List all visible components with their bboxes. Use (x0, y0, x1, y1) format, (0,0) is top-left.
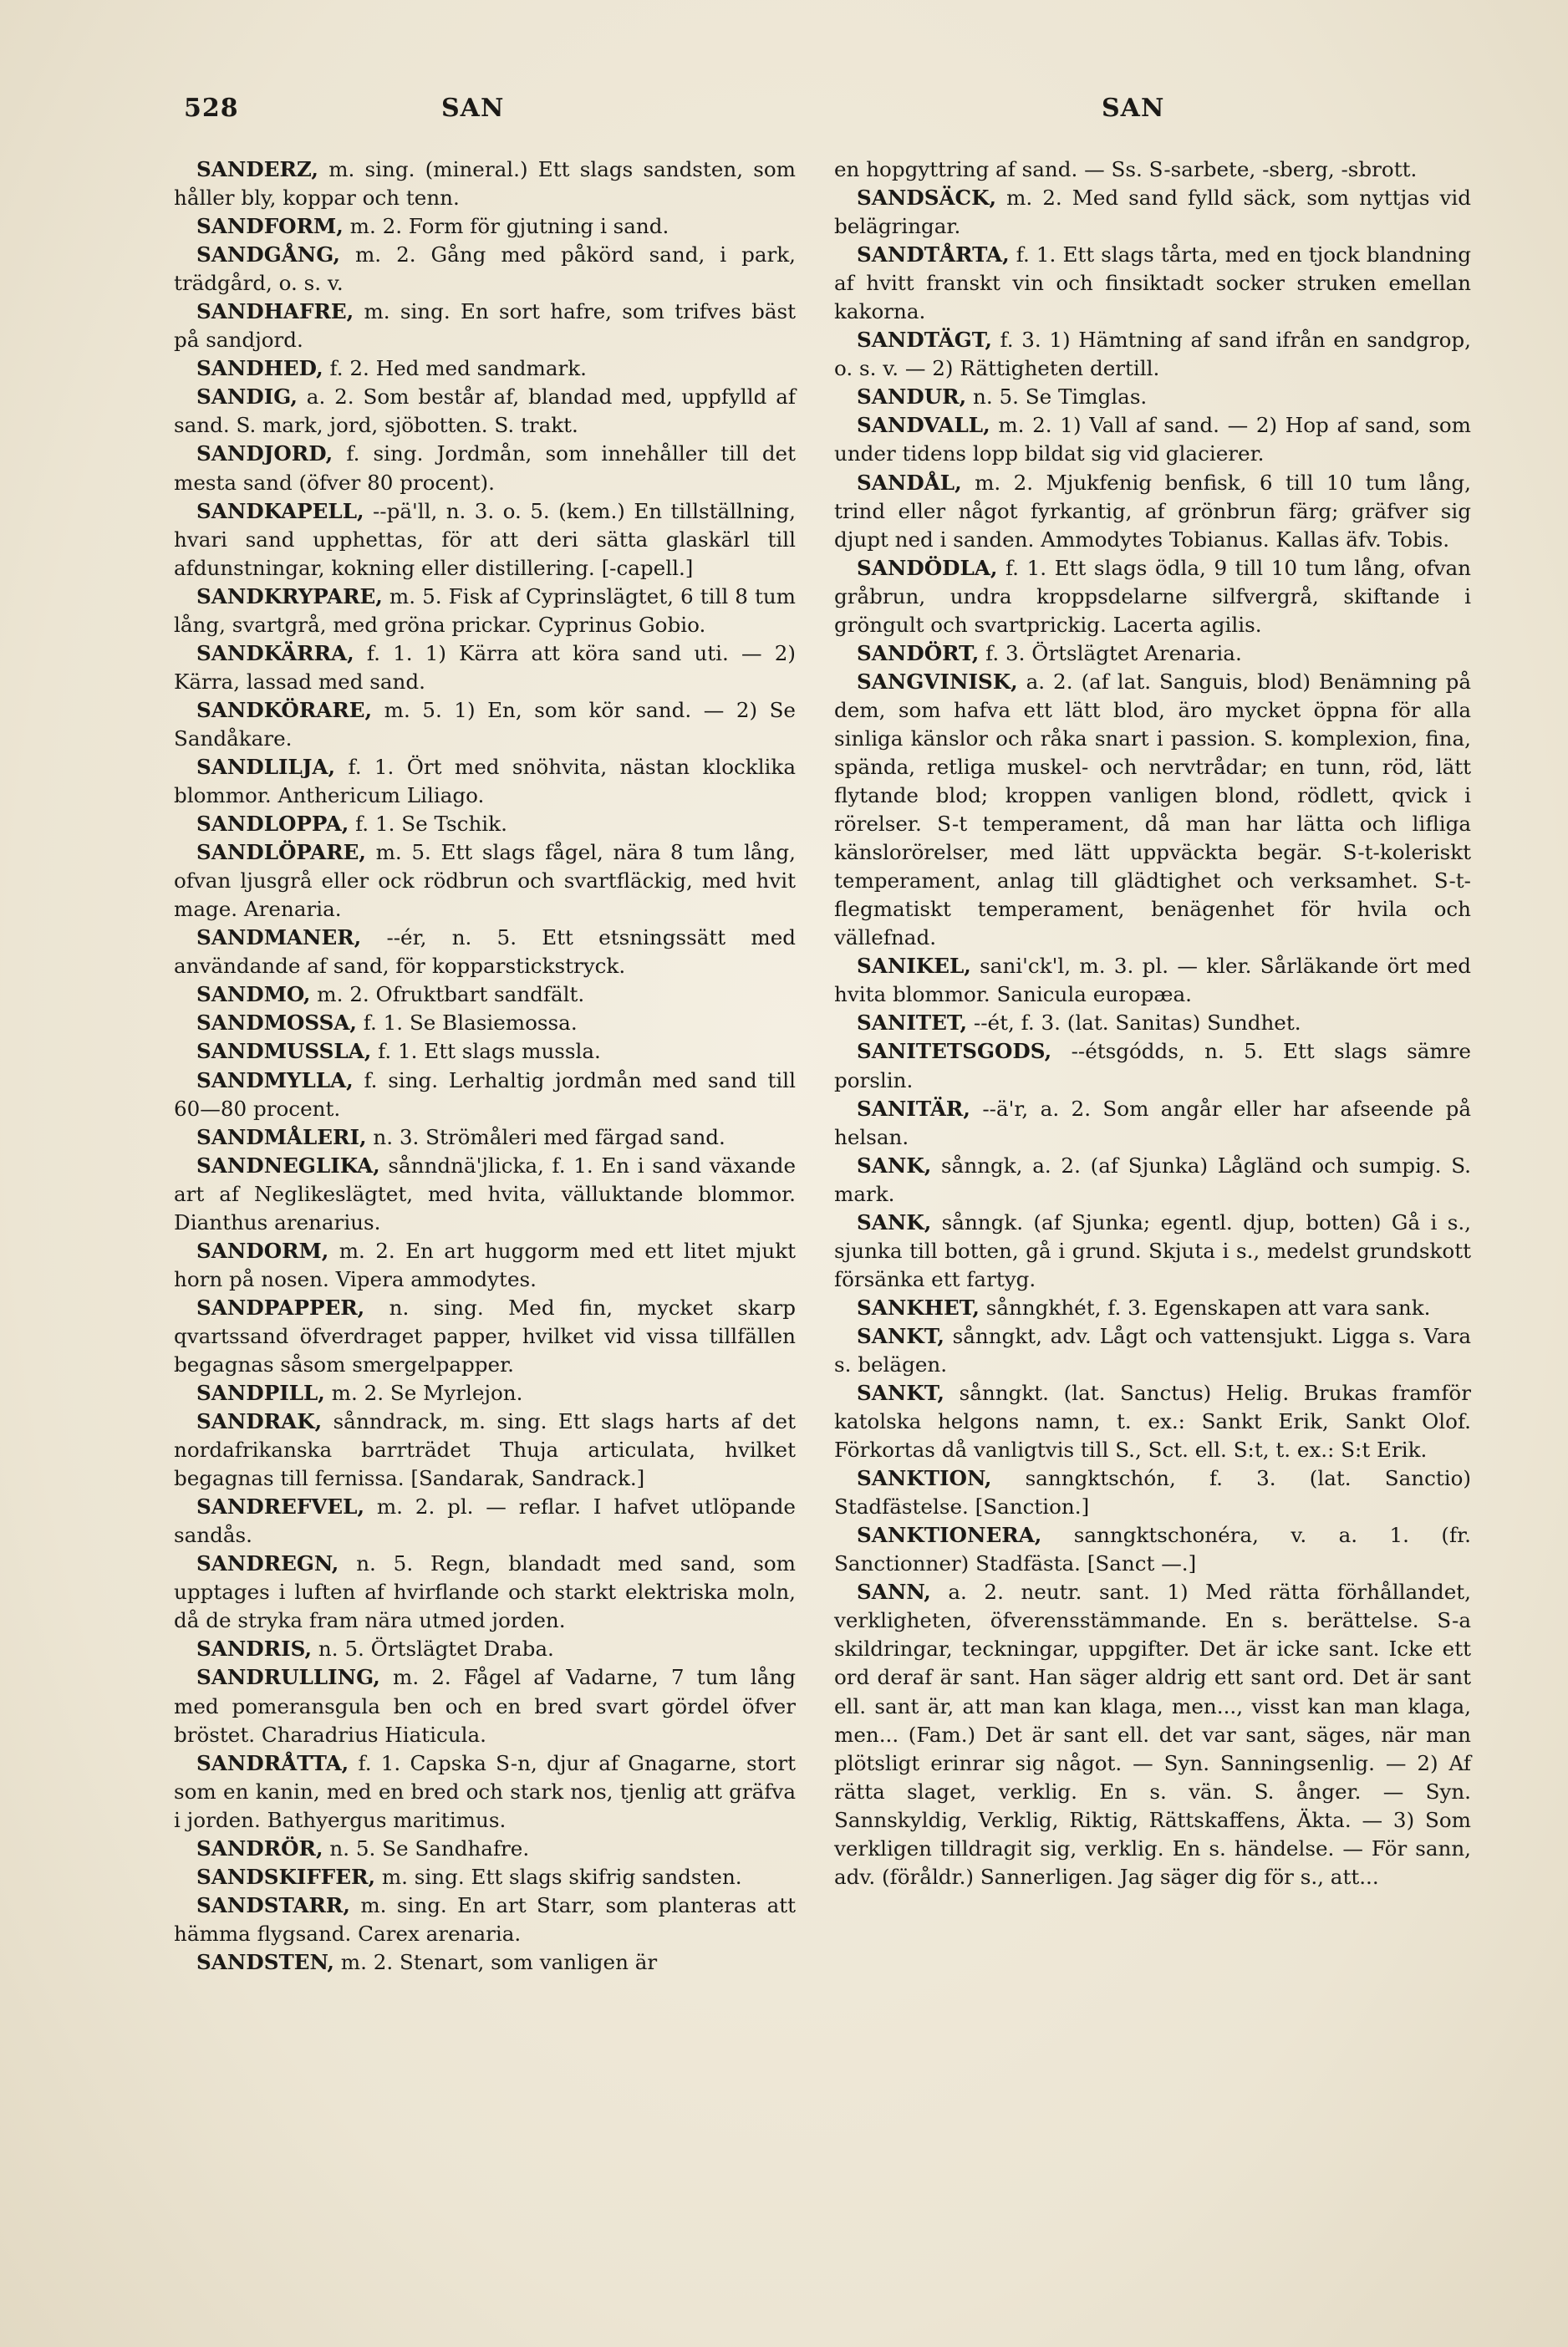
dictionary-entry (174, 497, 796, 583)
definition-text: m. 2. Stenart, som vanligen är (333, 1949, 658, 1974)
definition-text: f. 1. Capska S-n, djur af Gnagarne, stort som en kanin, med en bred och stark nos, tjenlig att gräfva i jorden. Bathyergus maritimus. (174, 1750, 796, 1832)
dictionary-entry (174, 298, 796, 354)
dictionary-entry (834, 326, 1471, 383)
definition-text: m. 2. En art huggorm med ett litet mjukt horn på nosen. Vipera ammodytes. (174, 1238, 796, 1291)
definition-text: n. sing. Med fin, mycket skarp qvartssand öfverdraget papper, hvilket vid vissa tillfällen begagnas såsom smergelpapper. (174, 1295, 796, 1377)
dictionary-entry (834, 952, 1471, 1009)
headword: SANDMYLLA, (196, 1067, 354, 1092)
dictionary-entry (174, 838, 796, 924)
headword: SANITETSGODS, (857, 1039, 1052, 1064)
headword: SANDMO, (196, 982, 311, 1007)
definition-text: n. 5. Örtslägtet Draba. (312, 1637, 554, 1662)
definition-text: n. 5. Se Sandhafre. (323, 1835, 530, 1861)
headword: SANDKÄRRA, (196, 640, 354, 665)
headword: SANIKEL, (857, 954, 971, 979)
dictionary-entry (174, 354, 796, 383)
headword: SANK, (857, 1153, 932, 1178)
dictionary-entry (834, 639, 1471, 668)
headword: SANDRULLING, (196, 1665, 380, 1690)
headword: SANN, (857, 1580, 931, 1605)
headword: SANITET, (857, 1011, 968, 1036)
definition-text: a. 2. neutr. sant. 1) Med rätta förhållandet, verkligheten, öfverensstämmande. En s. berättelse. S-a skildringar, teckningar, uppgifter. Det är icke sant. Icke ett ord deraf är sant. Han säger aldrig ett sant ord. Det är sant ell. sant är, att man kan klaga, men..., visst kan man klaga, men... (Fam.) Det är sant ell. det var sant, säges, när man plötsligt erinrar sig något. — Syn. Sanningsenlig. — 2) Af rätta slaget, verklig. En s. vän. S. ånger. — Syn. Sannskyldig, Verklig, Riktig, Rättskaffens, Äkta. — 3) Som verkligen tilldragit sig, verklig. En s. händelse. — För sann, adv. (föråldr.) Sannerligen. Jag säger dig för s., att... (834, 1580, 1471, 1889)
dictionary-entry (174, 212, 796, 241)
dictionary-entry (834, 668, 1471, 952)
dictionary-entry (174, 696, 796, 753)
definition-text: a. 2. (af lat. Sanguis, blod) Benämning på dem, som hafva ett lätt blod, äro mycket öppna för alla sinliga känslor och råka snart i passion. S. komplexion, fina, spända, retliga muskel- och nervtrådar; en tunn, röd, lätt flytande blod; kroppen vanligen blond, rödlett, qvick i rörelser. S-t temperament, då man har lätta och lifliga känslorörelser, med lätt uppväckta begär. S-t-koleriskt temperament, anlag till glädtighet och verksamhet. S-t-flegmatiskt temperament, benägenhet för hvila och vällefnad. (834, 669, 1471, 950)
headword: SANDRIS, (196, 1637, 313, 1662)
definition-text: m. 2. Fågel af Vadarne, 7 tum lång med pomeransgula ben och en bred svart gördel öfver bröstet. Charadrius Hiaticula. (174, 1665, 796, 1747)
definition-text: f. 2. Hed med sandmark. (323, 356, 587, 381)
headword: SANDORM, (196, 1238, 329, 1263)
dictionary-entry (174, 1294, 796, 1379)
headword: SANDPAPPER, (196, 1295, 365, 1320)
definition-text: --ér, n. 5. Ett etsningssätt med användande af sand, för kopparstickstryck. (174, 925, 796, 979)
dictionary-entry (834, 1152, 1471, 1209)
headword: SANDLILJA, (196, 754, 336, 779)
dictionary-entry (834, 1009, 1471, 1037)
dictionary-entry (834, 241, 1471, 326)
headword: SANKT, (857, 1323, 944, 1348)
headword: SANDERZ, (196, 157, 318, 181)
headword: SANDÅL, (857, 470, 962, 495)
page-number: 528 (184, 94, 239, 123)
definition-text: m. sing. En art Starr, som planteras att hämma flygsand. Carex arenaria. (174, 1892, 796, 1946)
dictionary-entry (174, 1891, 796, 1948)
definition-text: --ä'r, a. 2. Som angår eller har afseende på helsan. (834, 1096, 1471, 1149)
headword: SANGVINISK, (857, 669, 1018, 694)
definition-text: f. 1. Se Tschik. (349, 812, 507, 837)
dictionary-entry (174, 1123, 796, 1152)
definition-text: --ét, f. 3. (lat. Sanitas) Sundhet. (967, 1011, 1301, 1036)
dictionary-entry (834, 184, 1471, 241)
definition-text: en hopgyttring af sand. — Ss. S-sarbete, -sberg, -sbrott. (834, 157, 1418, 181)
definition-text: sånngkt. (lat. Sanctus) Helig. Brukas framför katolska helgons namn, t. ex.: Sankt Erik, Sankt Olof. Förkortas då vanligtvis till S., Sct. ell. S:t, t. ex.: S:t Erik. (834, 1381, 1471, 1463)
headword: SANDSTARR, (196, 1892, 350, 1917)
dictionary-entry (834, 1294, 1471, 1322)
dictionary-entry (834, 1095, 1471, 1152)
definition-text: m. 2. Form för gjutning i sand. (343, 214, 669, 239)
definition-text: sanngktschón, f. 3. (lat. Sanctio) Stadfästelse. [Sanction.] (834, 1466, 1471, 1520)
dictionary-entry (174, 1379, 796, 1408)
dictionary-entry (834, 1037, 1471, 1094)
headword: SANDKAPELL, (196, 498, 364, 523)
definition-text: f. 1. Ett slags ödla, 9 till 10 tum lång, ofvan gråbrun, undra kroppsdelarne silfvergrå, skiftande i gröngult och svartprickig. Lacerta agilis. (834, 555, 1471, 637)
definition-text: m. 2. Med sand fylld säck, som nyttjas vid belägringar. (834, 186, 1471, 239)
dictionary-entry (174, 1037, 796, 1066)
definition-text: n. 5. Se Timglas. (966, 384, 1148, 410)
dictionary-entry (834, 1379, 1471, 1464)
headword: SANDMÅLERI, (196, 1124, 367, 1149)
dictionary-entry (174, 639, 796, 696)
dictionary-entry (174, 1152, 796, 1237)
dictionary-entry (834, 1209, 1471, 1294)
dictionary-entry (174, 1408, 796, 1493)
right-guide-word: SAN (1102, 94, 1165, 123)
definition-text: sånndrack, m. sing. Ett slags harts af det nordafrikanska barrträdet Thuja articulata, hvilket begagnas till fernissa. [Sandarak, Sandrack.] (174, 1409, 796, 1491)
definition-text: m. 2. Gång med påkörd sand, i park, trädgård, o. s. v. (174, 242, 796, 296)
definition-text: m. 2. Se Myrlejon. (324, 1381, 523, 1406)
headword: SANKT, (857, 1381, 944, 1406)
definition-text: f. 1. 1) Kärra att köra sand uti. — 2) Kärra, lassad med sand. (174, 640, 796, 694)
dictionary-entry (834, 1322, 1471, 1379)
headword: SANDMANER, (196, 925, 362, 950)
headword: SANDHAFRE, (196, 299, 354, 324)
headword: SANKTIONERA, (857, 1523, 1042, 1548)
headword: SANDJORD, (196, 441, 333, 466)
definition-text: n. 3. Strömåleri med färgad sand. (366, 1124, 725, 1149)
definition-text: m. 2. Mjukfenig benfisk, 6 till 10 tum lång, trind eller något fyrkantig, af grönbrun färg; gräfver sig djupt ned i sanden. Ammodytes Tobianus. Kallas äfv. Tobis. (834, 470, 1471, 552)
headword: SANDGÅNG, (196, 242, 340, 267)
definition-text: m. 5. Fisk af Cyprinslägtet, 6 till 8 tum lång, svartgrå, med gröna prickar. Cyprinus Gobio. (174, 583, 796, 637)
dictionary-entry (174, 1948, 796, 1977)
dictionary-entry (174, 1749, 796, 1835)
definition-text: f. 1. Ett slags mussla. (371, 1039, 601, 1064)
dictionary-entry (174, 753, 796, 810)
dictionary-entry (174, 1493, 796, 1550)
headword: SANDPILL, (196, 1381, 325, 1406)
definition-text: m. 2. Ofruktbart sandfält. (310, 982, 585, 1007)
dictionary-entry (834, 469, 1471, 554)
headword: SANDSKIFFER, (196, 1864, 376, 1889)
headword: SANDREFVEL, (196, 1494, 365, 1520)
definition-text: f. 1. Ört med snöhvita, nästan klocklika blommor. Anthericum Liliago. (174, 754, 796, 808)
dictionary-entry (174, 1835, 796, 1863)
dictionary-entry (174, 1863, 796, 1891)
headword: SANDSTEN, (196, 1949, 334, 1974)
dictionary-entry (834, 1521, 1471, 1578)
headword: SANDLÖPARE, (196, 840, 366, 865)
headword: SANDFORM, (196, 214, 344, 239)
definition-text: f. 3. 1) Hämtning af sand ifrån en sandgrop, o. s. v. — 2) Rättigheten dertill. (834, 328, 1471, 381)
headword: SANDTÄGT, (857, 328, 992, 353)
dictionary-entry (174, 1237, 796, 1294)
headword: SANDTÅRTA, (857, 242, 1010, 267)
dictionary-entry (174, 1067, 796, 1123)
definition-text: sånndnä'jlicka, f. 1. En i sand växande art af Neglikeslägtet, med hvita, välluktande blommor. Dianthus arenarius. (174, 1153, 796, 1235)
dictionary-entry (834, 383, 1471, 411)
headword: SANDNEGLIKA, (196, 1153, 380, 1178)
headword: SANKHET, (857, 1295, 980, 1320)
dictionary-entry (174, 924, 796, 980)
left-column (174, 155, 796, 1977)
headword: SANK, (857, 1209, 932, 1235)
headword: SANDREGN, (196, 1551, 339, 1576)
definition-text: m. sing. Ett slags skifrig sandsten. (375, 1864, 742, 1889)
definition-text: n. 5. Regn, blandadt med sand, som upptages i luften af hvirflande och starkt elektriska moln, då de stryka fram nära utmed jorden. (174, 1551, 796, 1633)
headword: SANDRÖR, (196, 1835, 323, 1861)
dictionary-entry (174, 1663, 796, 1749)
definition-text: f. 1. Se Blasiemossa. (356, 1011, 578, 1036)
dictionary-entry (174, 440, 796, 496)
dictionary-entry (834, 411, 1471, 468)
headword: SANDIG, (196, 384, 298, 410)
definition-text: m. sing. En sort hafre, som trifves bäst på sandjord. (174, 299, 796, 353)
right-column (834, 155, 1471, 1891)
headword: SANDMOSSA, (196, 1011, 357, 1036)
headword: SANDHED, (196, 356, 323, 381)
dictionary-entry (834, 1578, 1471, 1891)
definition-text: f. 3. Örtslägtet Arenaria. (979, 640, 1242, 665)
headword: SANDÖRT, (857, 640, 980, 665)
headword: SANITÄR, (857, 1096, 970, 1121)
definition-text: sani'ck'l, m. 3. pl. — kler. Sårläkande ört med hvita blommor. Sanicula europæa. (834, 954, 1471, 1007)
definition-text: --étsgódds, n. 5. Ett slags sämre porslin. (834, 1039, 1471, 1092)
dictionary-entry (834, 1464, 1471, 1521)
definition-text: sånngk, a. 2. (af Sjunka) Lågländ och sumpig. S. mark. (834, 1153, 1471, 1206)
headword: SANDVALL, (857, 413, 990, 438)
headword: SANKTION, (857, 1466, 992, 1491)
dictionary-entry (174, 810, 796, 838)
dictionary-entry (174, 1550, 796, 1635)
definition-text: sånngk. (af Sjunka; egentl. djup, botten) Gå i s., sjunka till botten, gå i grund. Skjuta i s., medelst grundskott försänka ett fartyg. (834, 1209, 1471, 1291)
definition-text: sanngktschonéra, v. a. 1. (fr. Sanctionner) Stadfästa. [Sanct —.] (834, 1523, 1471, 1576)
definition-text: f. 1. Ett slags tårta, med en tjock blandning af hvitt franskt vin och finsiktadt socker struken emellan kakorna. (834, 242, 1471, 324)
definition-text: sånngkhét, f. 3. Egenskapen att vara sank. (979, 1295, 1431, 1320)
headword: SANDSÄCK, (857, 186, 997, 211)
dictionary-entry (174, 155, 796, 212)
headword: SANDKÖRARE, (196, 697, 373, 722)
definition-text: m. 2. pl. — reflar. I hafvet utlöpande sandås. (174, 1494, 796, 1548)
headword: SANDÖDLA, (857, 555, 998, 580)
entry-continuation (834, 155, 1471, 184)
headword: SANDRÅTTA, (196, 1750, 349, 1775)
left-guide-word: SAN (441, 94, 505, 123)
dictionary-entry (174, 1009, 796, 1037)
definition-text: m. 5. 1) En, som kör sand. — 2) Se Sandåkare. (174, 697, 796, 751)
dictionary-entry (174, 1635, 796, 1663)
headword: SANDUR, (857, 384, 967, 410)
headword: SANDKRYPARE, (196, 583, 383, 608)
definition-text: a. 2. Som består af, blandad med, uppfylld af sand. S. mark, jord, sjöbotten. S. trakt. (174, 384, 796, 438)
headword: SANDRAK, (196, 1409, 323, 1434)
headword: SANDMUSSLA, (196, 1039, 372, 1064)
dictionary-entry (174, 383, 796, 440)
definition-text: f. sing. Lerhaltig jordmån med sand till 60—80 procent. (174, 1067, 796, 1121)
definition-text: --pä'll, n. 3. o. 5. (kem.) En tillställning, hvari sand upphettas, för att deri sätta glaskärl till afdunstningar, kokning eller distillering. [-capell.] (174, 498, 796, 580)
dictionary-entry (174, 583, 796, 639)
dictionary-entry (174, 980, 796, 1009)
headword: SANDLOPPA, (196, 812, 349, 837)
dictionary-entry (174, 241, 796, 298)
definition-text: f. sing. Jordmån, som innehåller till det mesta sand (öfver 80 procent). (174, 441, 796, 495)
definition-text: m. 2. 1) Vall af sand. — 2) Hop af sand, som under tidens lopp bildat sig vid glacierer. (834, 413, 1471, 466)
definition-text: m. 5. Ett slags fågel, nära 8 tum lång, ofvan ljusgrå eller ock rödbrun och svartfläckig, med hvit mage. Arenaria. (174, 840, 796, 922)
definition-text: m. sing. (mineral.) Ett slags sandsten, som håller bly, koppar och tenn. (174, 157, 796, 211)
dictionary-entry (834, 554, 1471, 639)
definition-text: sånngkt, adv. Lågt och vattensjukt. Ligga s. Vara s. belägen. (834, 1323, 1471, 1377)
